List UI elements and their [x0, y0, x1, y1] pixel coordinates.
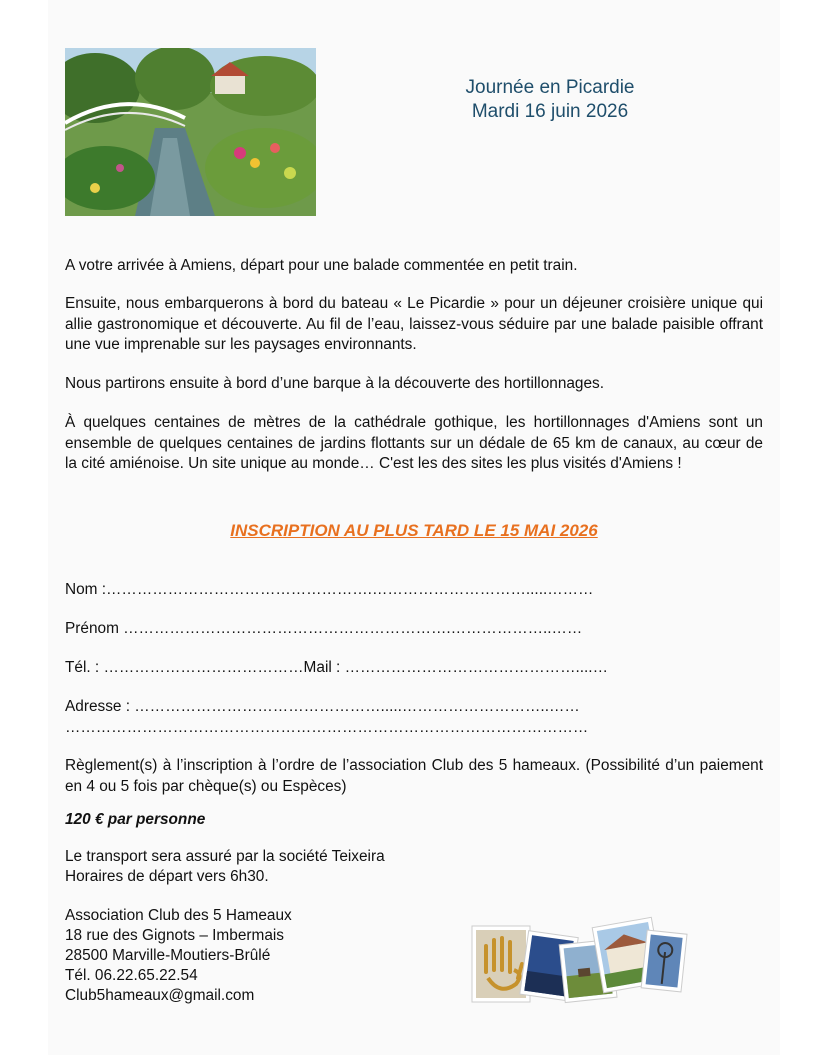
paragraph-barque: Nous partirons ensuite à bord d’une barque à la découverte des hortillonnages.	[65, 375, 605, 392]
transport-company: Le transport sera assuré par la société Teixeira	[65, 848, 385, 865]
page-title	[420, 76, 680, 124]
paragraph-boat: Ensuite, nous embarquerons à bord du bateau « Le Picardie » pour un déjeuner croisière unique qui allie gastronomique et découverte. Au fil de l’eau, laissez-vous séduire par une balade paisible offrant une vue imprenable sur les paysages environnants.	[65, 295, 763, 353]
contact-phone: Tél. 06.22.65.22.54	[65, 967, 198, 984]
field-nom[interactable]: Nom :…………………………………………….………………………….....………	[65, 581, 594, 598]
contact-city: 28500 Marville-Moutiers-Brûlé	[65, 947, 271, 964]
field-tel-mail[interactable]: Tél. : …………………………………Mail : ………………………………………....…	[65, 659, 608, 676]
transport-time: Horaires de départ vers 6h30.	[65, 868, 269, 885]
price: 120 € par personne	[65, 811, 206, 828]
club-logo	[468, 912, 690, 1010]
paragraph-reglement: Règlement(s) à l’inscription à l’ordre de l’association Club des 5 hameaux. (Possibilité d’un paiement en 4 ou 5 fois par chèque(s) ou Espèces)	[65, 757, 763, 795]
contact-street: 18 rue des Gignots – Imbermais	[65, 927, 284, 944]
field-adresse[interactable]: Adresse : ………………………………………….....………………………..……	[65, 698, 580, 715]
contact-email[interactable]: Club5hameaux@gmail.com	[65, 987, 255, 1004]
paragraph-arrival: A votre arrivée à Amiens, départ pour une balade commentée en petit train.	[65, 257, 578, 274]
title-line-event: Journée en Picardie	[465, 77, 635, 98]
paragraph-hortillonnages: À quelques centaines de mètres de la cathédrale gothique, les hortillonnages d'Amiens sont un ensemble de quelques centaines de jardins flottants sur un dédale de 65 km de canaux, au cœur de la cité amiénoise. Un site unique au monde… C'est les des sites les plus visités d'Amiens !	[65, 414, 763, 472]
hortillonnages-photo	[65, 48, 316, 216]
field-prenom[interactable]: Prénom ……………………………………………………….………………..……	[65, 620, 583, 637]
field-adresse-line2[interactable]: …………………………………………………………………………………………	[65, 719, 589, 736]
title-line-date: Mardi 16 juin 2026	[471, 101, 629, 122]
contact-name: Association Club des 5 Hameaux	[65, 907, 292, 924]
inscription-deadline: INSCRIPTION AU PLUS TARD LE 15 MAI 2026	[230, 521, 598, 540]
